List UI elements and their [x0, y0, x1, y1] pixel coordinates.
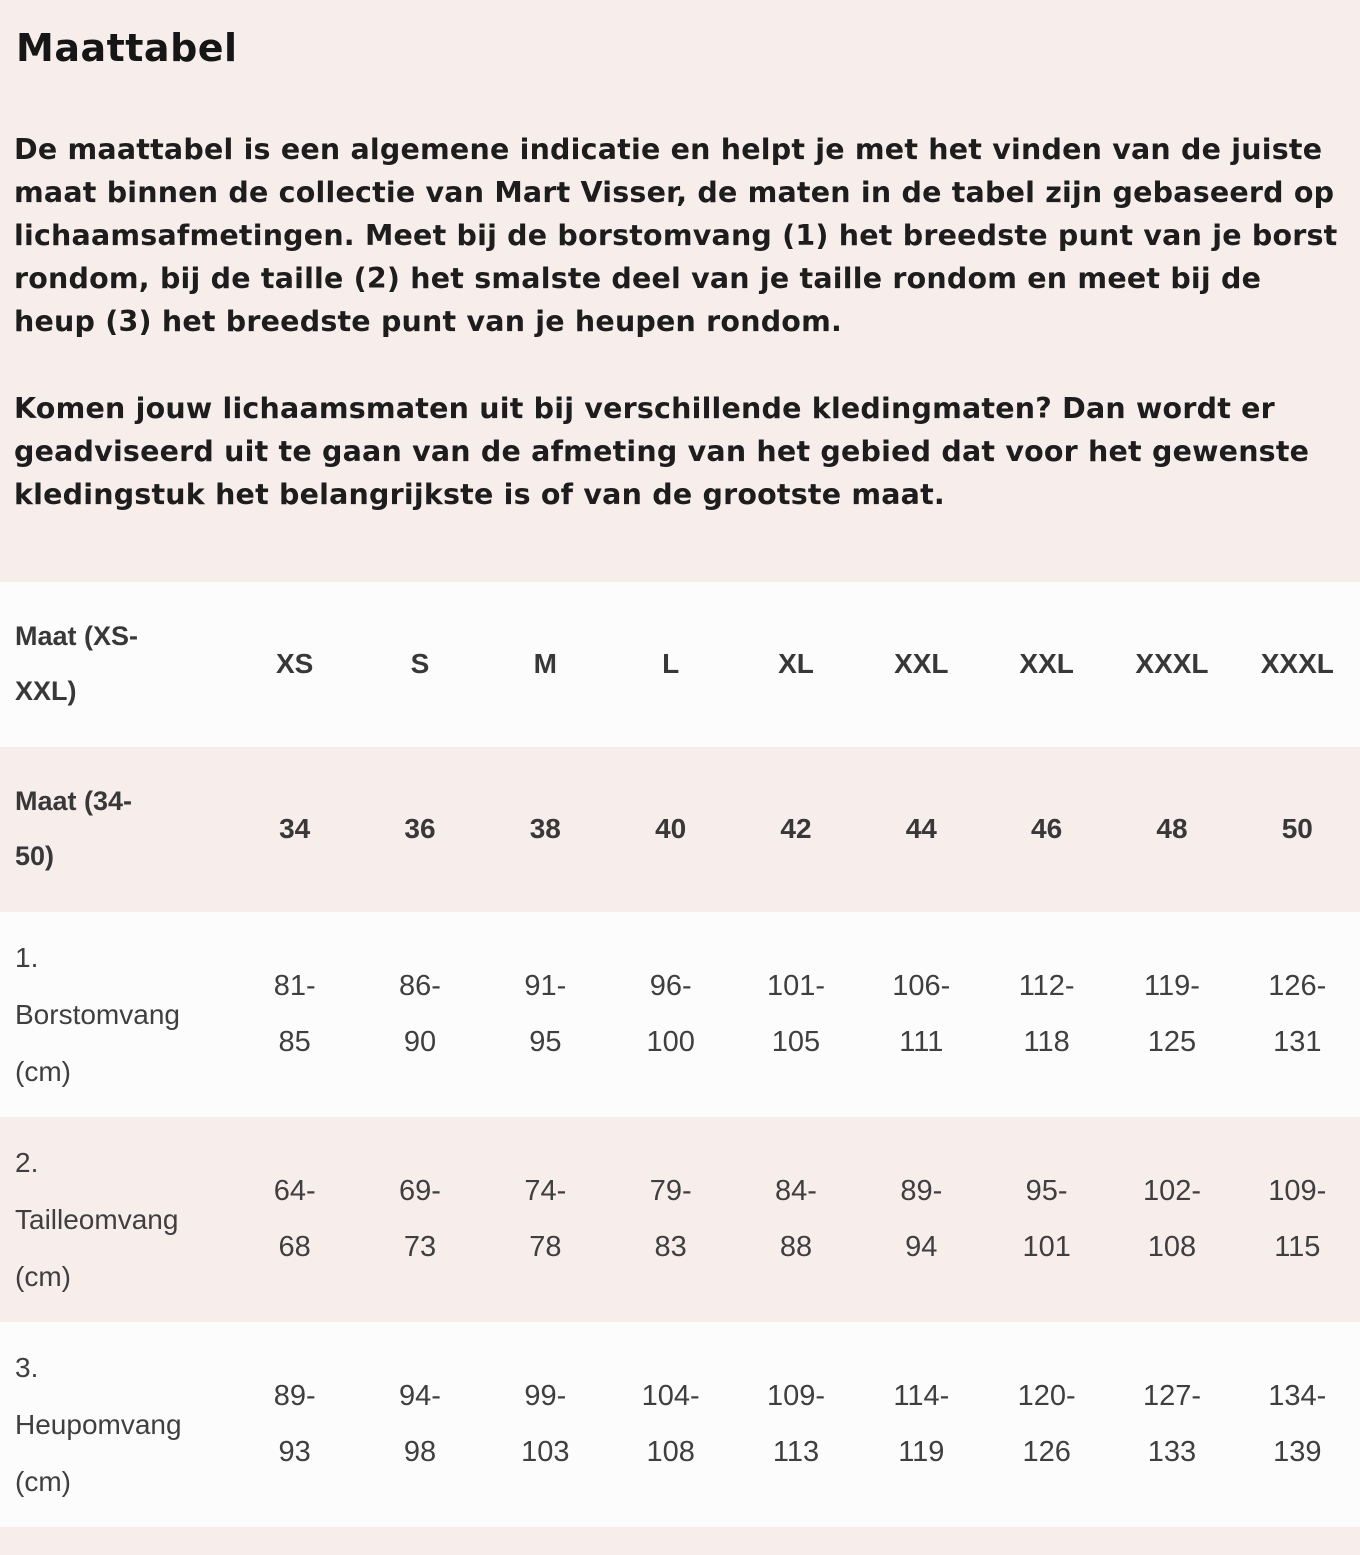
page-title: Maattabel — [16, 26, 238, 70]
size-header-cell: 44 — [905, 813, 937, 845]
measurement-cell: 84- 88 — [775, 1175, 817, 1264]
measurement-cell: 79- 83 — [649, 1175, 692, 1264]
measurement-cell: 89- 93 — [273, 1380, 316, 1469]
measurement-cell: 104- 108 — [641, 1380, 700, 1469]
size-header-cell: 46 — [1031, 813, 1063, 845]
measurement-cell: 64- 68 — [273, 1175, 316, 1264]
table-row — [0, 747, 1360, 912]
row-label: 1. Borstomvang (cm) — [15, 941, 180, 1087]
measurement-cell: 112- 118 — [1018, 970, 1075, 1059]
measurement-cell: 106- 111 — [892, 970, 951, 1059]
size-header-cell: 48 — [1156, 813, 1188, 845]
measurement-cell: 127- 133 — [1142, 1380, 1201, 1469]
size-header-cell: 36 — [404, 813, 436, 845]
size-header-cell: XS — [275, 648, 314, 680]
measurement-cell: 95- 101 — [1022, 1175, 1071, 1264]
table-row — [0, 912, 1360, 1117]
size-header-cell: L — [662, 648, 680, 680]
size-table-body — [0, 582, 1360, 1527]
size-header-cell: XXXL — [1135, 648, 1209, 680]
size-header-cell: 38 — [529, 813, 561, 845]
measurement-cell: 86- 90 — [399, 970, 441, 1059]
row-label: 3. Heupomvang (cm) — [15, 1351, 182, 1497]
table-row — [0, 1322, 1360, 1527]
measurement-cell: 109- 113 — [766, 1380, 825, 1469]
size-header-cell: XXXL — [1260, 648, 1334, 680]
intro-paragraph: De maattabel is een algemene indicatie en helpt je met het vinden van de juiste maat binnen de collectie van Mart Visser, de maten in de tabel zijn gebaseerd op lichaamsafmetingen. Meet bij de borstomvang (1) het breedste punt van je borst rondom, bij de taille (2) het smalste deel van je taille rondom en meet bij de heup (3) het breedste punt van je heupen rondom. — [14, 132, 1338, 338]
measurement-cell: 101- 105 — [766, 970, 825, 1059]
measurement-cell: 91- 95 — [524, 970, 567, 1059]
measurement-cell: 109- 115 — [1268, 1175, 1327, 1264]
measurement-cell: 120- 126 — [1017, 1380, 1076, 1469]
measurement-cell: 99- 103 — [521, 1380, 570, 1469]
advice-paragraph: Komen jouw lichaamsmaten uit bij verschillende kledingmaten? Dan wordt er geadviseerd uit te gaan van de afmeting van het gebied dat voor het gewenste kledingstuk het belangrijkste is of van de grootste maat. — [14, 391, 1310, 511]
measurement-cell: 81- 85 — [273, 970, 316, 1059]
row-label: Maat (34- 50) — [15, 786, 133, 872]
measurement-cell: 96- 100 — [646, 970, 695, 1059]
row-label: 2. Tailleomvang (cm) — [15, 1146, 179, 1292]
table-row — [0, 582, 1360, 747]
size-header-cell: XXL — [1019, 648, 1074, 680]
row-label: Maat (XS- XXL) — [15, 621, 139, 707]
measurement-cell: 69- 73 — [399, 1175, 441, 1264]
bottom-strip — [0, 1527, 1360, 1539]
size-header-cell: M — [533, 648, 557, 680]
size-header-cell: S — [410, 648, 430, 680]
measurement-cell: 102- 108 — [1142, 1175, 1201, 1264]
measurement-cell: 74- 78 — [524, 1175, 567, 1264]
size-header-cell: 40 — [655, 813, 687, 845]
measurement-cell: 89- 94 — [900, 1175, 943, 1264]
size-table — [0, 582, 1360, 1527]
measurement-cell: 119- 125 — [1144, 970, 1200, 1059]
size-header-cell: 42 — [780, 813, 812, 845]
table-row — [0, 1117, 1360, 1322]
size-header-cell: 50 — [1281, 813, 1313, 845]
measurement-cell: 134- 139 — [1268, 1380, 1327, 1469]
size-header-cell: 34 — [279, 813, 311, 845]
size-header-cell: XL — [778, 648, 814, 680]
size-header-cell: XXL — [894, 648, 949, 680]
measurement-cell: 114- 119 — [893, 1380, 950, 1469]
measurement-cell: 126- 131 — [1268, 970, 1327, 1059]
measurement-cell: 94- 98 — [399, 1380, 441, 1469]
